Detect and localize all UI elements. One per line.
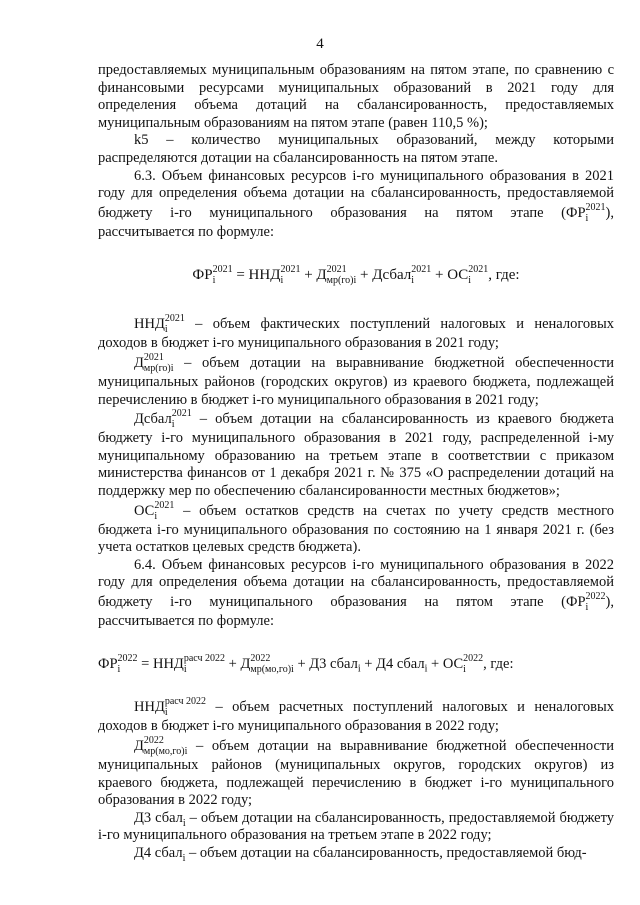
formula-fr-2022: ФР 2022 i = ННД расч 2022 i + Д 2022 мр(мо,го)i + Д3 сбал$_i$ + Д4 сбал$_i$ + ОС 2022 i , где: <box>98 653 514 676</box>
section-6-3: 6.3. Объем финансовых ресурсов i-го муниципального образования в 2021 году для определения объема дотации на сбалансированность, предоставляемой бюджету i-го муниципального образования на пятом этапе (ФР 2021 i ), рассчитывается по формуле: <box>98 167 614 240</box>
definition-ndi-rasch-2022: ННД расч 2022 i – объем расчетных поступлений налоговых и неналоговых доходов в бюджет i-го муниципального образования в 2022 году; <box>98 696 614 735</box>
section-6-4: 6.4. Объем финансовых ресурсов i-го муниципального образования в 2022 году для определения объема дотации на сбалансированность, предоставляемой бюджету i-го муниципального образования на пятом этапе (ФР 2022 i ), рассчитывается по формуле: <box>98 556 614 629</box>
definition-d-mr-mo-go-2022: Д 2022 мр(мо,го)i – объем дотации на выравнивание бюджетной обеспеченности муниципальных районов (муниципальных округов, городских округов) из краевого бюджета, подлежащей перечислению в бюджет i-го муниципального образования в 2022 году; <box>98 735 614 809</box>
page-number: 4 <box>316 36 324 52</box>
definition-k5: k5 – количество муниципальных образований, между которыми распределяются дотации на сбалансированность на пятом этапе. <box>98 132 614 166</box>
definition-d4-sbal: Д4 сбал$_i$ – объем дотации на сбалансированность, предоставляемой бюд- <box>134 845 587 864</box>
definition-dsbal-2021: Дсбал 2021 i – объем дотации на сбалансированность из краевого бюджета бюджету i-го муниципального образования в 2021 году, распределенной i-му муниципальному образованию на третьем этапе в соответствии с приказом министерства финансов от 1 декабря 2021 г. № 375 «О распределении дотаций на поддержку мер по обеспечению сбалансированности местных бюджетов»; <box>98 408 614 499</box>
definition-d-mr-go-2021: Д 2021 мр(го)i – объем дотации на выравнивание бюджетной обеспеченности муниципальных районов (городских округов) из краевого бюджета, подлежащей перечислению в бюджет i-го муниципального образования в 2021 году; <box>98 351 614 408</box>
formula-fr-2021: ФР 2021 i = ННД 2021 i + Д 2021 мр(го)i + Дсбал 2021 i + ОС 2021 i , где: <box>192 264 520 287</box>
symbol-fr-2022: ФР 2022 i <box>566 590 606 613</box>
symbol-fr-2021: ФР 2021 i <box>566 201 606 224</box>
document-body <box>98 62 614 863</box>
definition-ndi-2021: ННД 2021 i – объем фактических поступлений налоговых и неналоговых доходов в бюджет i-го муниципального образования в 2021 году; <box>98 313 614 352</box>
paragraph-k4-continuation: предоставляемых муниципальным образованиям на пятом этапе, по сравнению с финансовыми ресурсами муниципальных образований в 2021 году для определения объема дотаций на сбалансированность, предоставляемых муниципальным образованиям на пятом этапе (равен 110,5 %); <box>98 62 614 131</box>
definition-d3-sbal: Д3 сбал$_i$ – объем дотации на сбалансированность, предоставляемой бюджету i-го муниципального образования на третьем этапе в 2022 году; <box>98 809 615 844</box>
definition-os-2021: ОС 2021 i – объем остатков средств на счетах по учету средств местного бюджета i-го муниципального образования по состоянию на 1 января 2021 г. (без учета остатков целевых средств бюджета). <box>98 499 614 556</box>
